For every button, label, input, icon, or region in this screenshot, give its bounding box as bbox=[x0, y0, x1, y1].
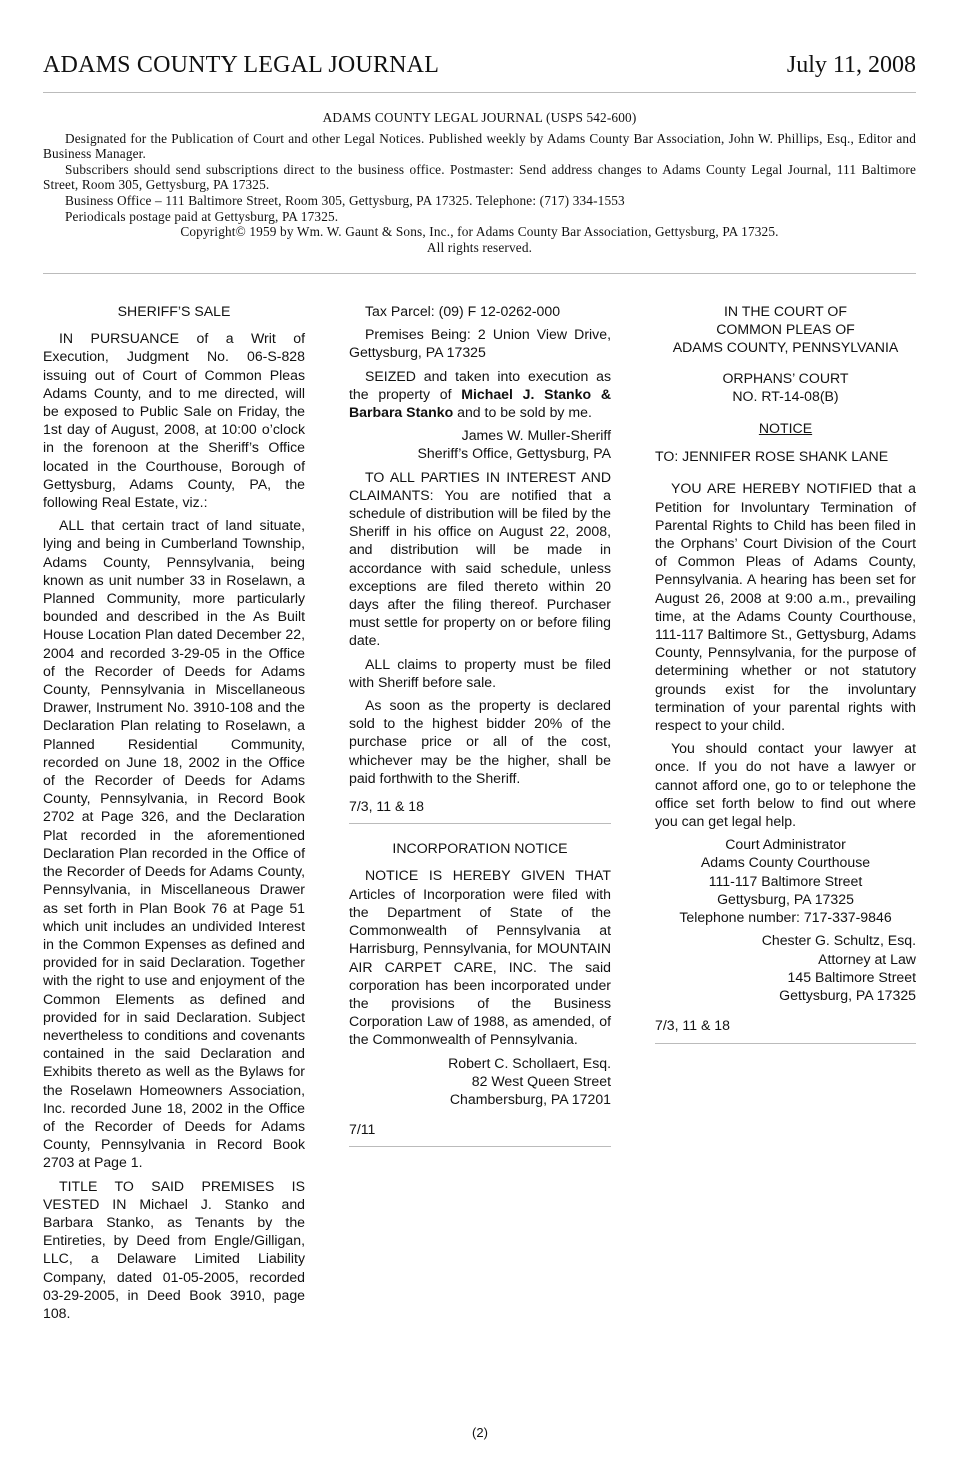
court-line: ADAMS COUNTY, PENNSYLVANIA bbox=[672, 339, 899, 356]
admin-telephone: Telephone number: 717-337-9846 bbox=[679, 909, 892, 926]
incorporation-body: NOTICE IS HEREBY GIVEN THAT Articles of Incorporation were filed with the Department of State of the Commonwealth of Pennsylvania at Harrisburg, Pennsylvania, for MOUNTAIN AIR CARPET CARE, INC. The said corporation has been incorporated under the provisions of the Business Corporation Law of 1988, as amended, of the Commonwealth of Pennsylvania. bbox=[349, 867, 611, 1048]
divider bbox=[349, 823, 611, 824]
sheriff-office: Sheriff’s Office, Gettysburg, PA bbox=[417, 445, 611, 462]
issue-date: July 11, 2008 bbox=[786, 52, 916, 78]
notice-recipient: TO: JENNIFER ROSE SHANK LANE bbox=[655, 448, 889, 465]
sheriff-sale-heading: SHERIFF’S SALE bbox=[117, 303, 231, 319]
page-number: (2) bbox=[472, 1425, 488, 1440]
owner-names: Michael J. Stanko & Barbara Stanko bbox=[349, 385, 611, 421]
admin-line: 111-117 Baltimore Street bbox=[708, 872, 863, 889]
notice-heading: NOTICE bbox=[758, 420, 813, 437]
sheriff-sale-dates: 7/3, 11 & 18 bbox=[349, 798, 424, 815]
notice-paragraph: YOU ARE HEREBY NOTIFIED that a Petition for Involuntary Termination of Parental Rights to Child has been filed in the Orphans’ Court Division of the Court of Common Pleas of Adams County, Pennsylvania. A hearing has been set for August 26, 2008 at 9:00 a.m., prevailing time, at the Adams County Courthouse, 111-117 Baltimore St., Gettysburg, Adams County, Pennsylvania, for the purpose of determining whether or not statutory grounds exist for the involuntary termination of your parental rights with respect to your child. bbox=[655, 480, 916, 734]
publication-info bbox=[43, 110, 916, 274]
copyright-statement: Copyright© 1959 by Wm. W. Gaunt & Sons, Inc., for Adams County Bar Association, Gettysburg, PA 17325. bbox=[180, 224, 779, 240]
attorney-line: Chester G. Schultz, Esq. bbox=[761, 932, 916, 949]
sheriff-sale-description: ALL that certain tract of land situate, lying and being in Cumberland Township, Adams County, Pennsylvania, being known as unit number 33 in Roselawn, a Planned Community, more particularly bounded and described in the As Built House Location Plan dated December 22, 2004 and recorded 3-29-05 in the Office of the Recorder of Deeds for Adams County, Pennsylvania in Miscellaneous Drawer, Instrument No. 3910-108 and the Declaration Plan relating to Roselawn, a Planned Residential Community, recorded on June 18, 2002 in the Office of the Recorder of Deeds for Adams County, Pennsylvania, in Record Book 2702 at Page 326, and the Declaration Plat recorded in the aforementioned Declaration Plan recorded in the Office of the Recorder of Deeds for Adams County, Pennsylvania, in Miscellaneous Drawer as set forth in Plan Book 76 at Page 51 which unit includes an undivided Interest in the Common Expenses as defined and provided for in said Declaration. Together with the right to use and enjoyment of the Common Elements as defined and provided for in said Declaration. Subject nevertheless to conditions and covenants contained in the said Declaration and Exhibits thereto as well as the Bylaws for the Roselawn Homeowners Association, Inc. recorded June 18, 2002 in the Office of the Recorder of Deeds for Adams County, Pennsylvania in Record Book 2703 at Page 1. bbox=[43, 517, 305, 1171]
court-line: IN THE COURT OF bbox=[724, 303, 847, 319]
divider bbox=[655, 1043, 916, 1044]
claims-notice: ALL claims to property must be filed with Sheriff before sale. bbox=[349, 655, 611, 690]
seized-statement: SEIZED and taken into execution as the property of Michael J. Stanko & Barbara Stanko and to be sold by me. bbox=[349, 367, 611, 421]
column-left bbox=[43, 302, 305, 1327]
divider bbox=[349, 1146, 611, 1147]
case-number: NO. RT-14-08(B) bbox=[732, 387, 839, 404]
business-office: Business Office – 111 Baltimore Street, Room 305, Gettysburg, PA 17325. Telephone: (717) 334-1553 bbox=[65, 192, 625, 208]
incorporation-heading: INCORPORATION NOTICE bbox=[392, 840, 568, 857]
incorporation-dates: 7/11 bbox=[349, 1121, 376, 1138]
incorporation-city: Chambersburg, PA 17201 bbox=[449, 1090, 611, 1107]
orphans-dates: 7/3, 11 & 18 bbox=[655, 1017, 730, 1034]
attorney-line: Gettysburg, PA 17325 bbox=[779, 986, 916, 1003]
bidder-notice: As soon as the property is declared sold to the highest bidder 20% of the purchase price or all of the cost, whichever may be the higher, shall be paid forthwith to the Sheriff. bbox=[349, 697, 611, 786]
court-line: COMMON PLEAS OF bbox=[716, 321, 855, 338]
parties-notice: TO ALL PARTIES IN INTEREST AND CLAIMANTS: You are notified that a schedule of distribution will be filed by the Sheriff in his office on August 22, 2008, and distribution will be made in accordance with said schedule, unless exceptions are filed thereto within 20 days after the filing thereof. Purchaser must settle for property on or before filing date. bbox=[349, 468, 611, 649]
sheriff-sale-title-vesting: TITLE TO SAID PREMISES IS VESTED IN Michael J. Stanko and Barbara Stanko, as Tenants by the Entireties, by Deed from Engle/Gilligan, LLC, a Delaware Limited Liability Company, dated 01-05-2005, recorded 03-29-2005, in Deed Book 3910, page 108. bbox=[43, 1177, 305, 1321]
column-middle bbox=[349, 302, 611, 1147]
division-line: ORPHANS’ COURT bbox=[722, 369, 849, 386]
column-right bbox=[655, 302, 916, 1044]
attorney-line: Attorney at Law bbox=[818, 950, 916, 967]
sheriff-sale-paragraph: IN PURSUANCE of a Writ of Execution, Judgment No. 06-S-828 issuing out of Court of Common Pleas Adams County, and to me directed, will be exposed to Public Sale on Friday, the 1st day of August, 2008, at 10:00 o’clock in the forenoon at the Sheriff’s Office located in the Courthouse, Borough of Gettysburg, Adams County, PA, the following Real Estate, viz.: bbox=[43, 330, 305, 511]
attorney-line: 145 Baltimore Street bbox=[787, 968, 916, 985]
incorporation-attorney: Robert C. Schollaert, Esq. bbox=[448, 1054, 611, 1071]
sheriff-name: James W. Muller-Sheriff bbox=[461, 427, 611, 444]
legal-help-paragraph: You should contact your lawyer at once. If you do not have a lawyer or cannot afford one, go to or telephone the office set forth below to find out where you can get legal help. bbox=[655, 740, 916, 830]
subscription-statement: Subscribers should send subscriptions direct to the business office. Postmaster: Send address changes to Adams County Legal Journal, 111 Baltimore Street, Room 305, Gettysburg, PA 17325. bbox=[43, 161, 916, 193]
admin-line: Court Administrator bbox=[725, 836, 846, 853]
journal-title: ADAMS COUNTY LEGAL JOURNAL bbox=[43, 52, 440, 78]
publication-title: ADAMS COUNTY LEGAL JOURNAL (USPS 542-600) bbox=[322, 110, 637, 125]
premises-address: Premises Being: 2 Union View Drive, Gettysburg, PA 17325 bbox=[349, 326, 611, 361]
admin-line: Adams County Courthouse bbox=[700, 854, 871, 871]
masthead bbox=[43, 52, 916, 93]
incorporation-street: 82 West Queen Street bbox=[471, 1072, 611, 1089]
designation-statement: Designated for the Publication of Court and other Legal Notices. Published weekly by Adams County Bar Association, John W. Phillips, Esq., Editor and Business Manager. bbox=[43, 130, 916, 162]
rights-statement: All rights reserved. bbox=[426, 239, 533, 255]
tax-parcel: Tax Parcel: (09) F 12-0262-000 bbox=[365, 303, 561, 319]
periodicals-statement: Periodicals postage paid at Gettysburg, PA 17325. bbox=[65, 208, 339, 224]
admin-line: Gettysburg, PA 17325 bbox=[717, 890, 854, 907]
